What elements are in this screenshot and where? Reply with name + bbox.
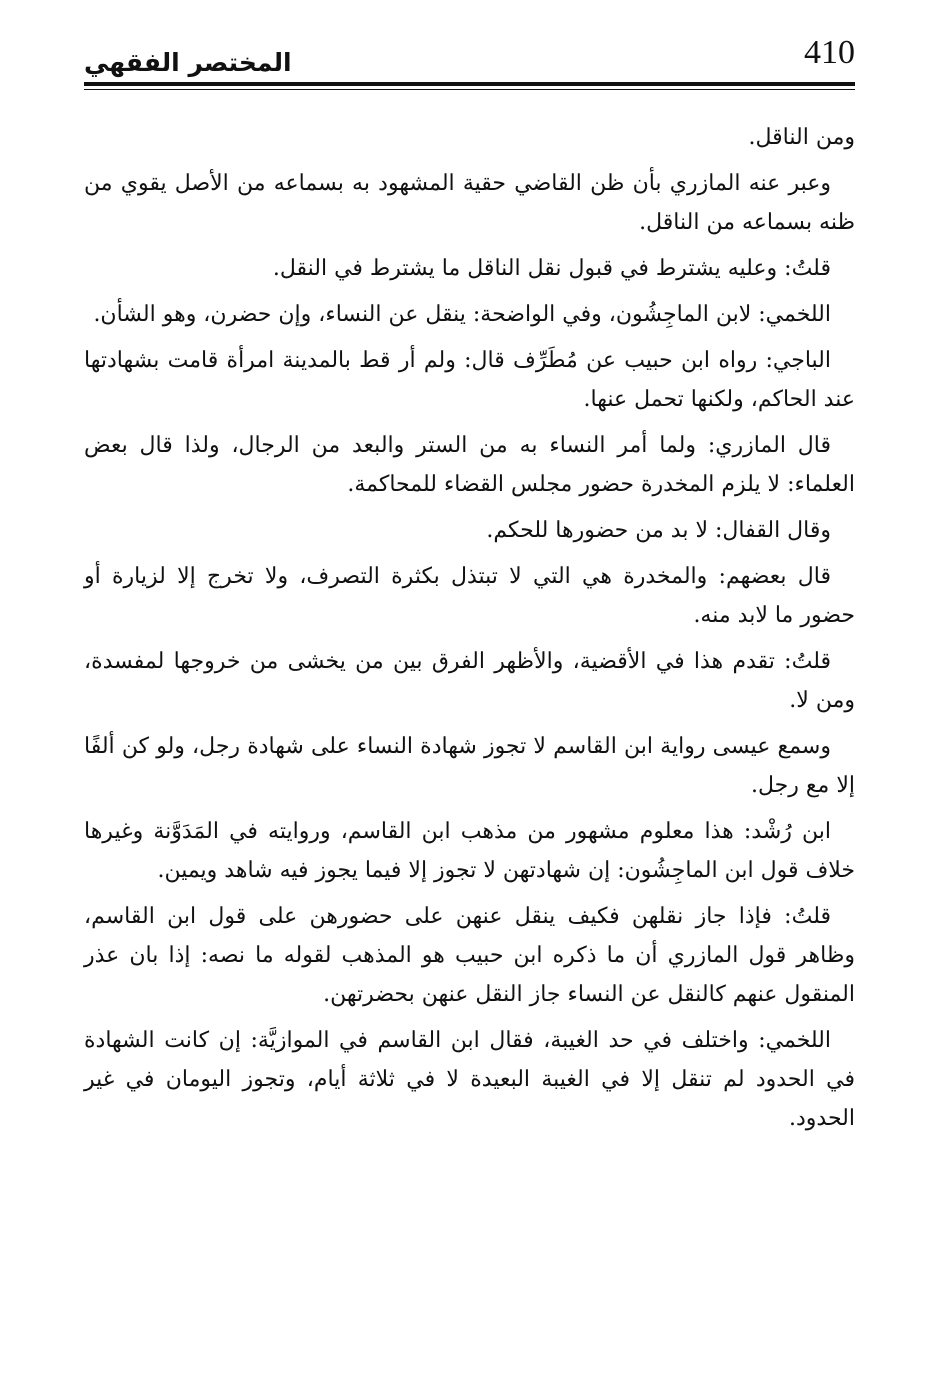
page-header xyxy=(84,28,855,92)
paragraph: قلتُ: وعليه يشترط في قبول نقل الناقل ما يشترط في النقل. xyxy=(272,256,831,281)
page-number: 410 xyxy=(804,34,855,71)
paragraph: الباجي: رواه ابن حبيب عن مُطَرِّف قال: ولم أر قط بالمدينة امرأة قامت بشهادتها عند الحاكم، ولكنها تحمل عنها. xyxy=(84,348,855,412)
paragraph: وقال القفال: لا بد من حضورها للحكم. xyxy=(486,518,831,543)
paragraph: وسمع عيسى رواية ابن القاسم لا تجوز شهادة النساء على شهادة رجل، ولو كن ألفًا إلا مع رجل. xyxy=(84,734,855,798)
paragraph: اللخمي: لابن الماجِشُون، وفي الواضحة: ينقل عن النساء، وإن حضرن، وهو الشأن. xyxy=(93,302,831,327)
paragraph: قال بعضهم: والمخدرة هي التي لا تبتذل بكثرة التصرف، ولا تخرج إلا لزيارة أو حضور ما لابد منه. xyxy=(84,564,855,628)
paragraph: اللخمي: واختلف في حد الغيبة، فقال ابن القاسم في الموازيَّة: إن كانت الشهادة في الحدود لم تنقل إلا في الغيبة البعيدة لا في ثلاثة أيام، وتجوز اليومان في غير الحدود. xyxy=(84,1028,855,1131)
paragraph: ابن رُشْد: هذا معلوم مشهور من مذهب ابن القاسم، وروايته في المَدَوَّنة وغيرها خلاف قول ابن الماجِشُون: إن شهادتهن لا تجوز إلا فيما يجوز فيه شاهد ويمين. xyxy=(84,819,855,883)
header-thin-rule xyxy=(84,89,855,90)
paragraph: قال المازري: ولما أمر النساء به من الستر والبعد من الرجال، ولذا قال بعض العلماء: لا يلزم المخدرة حضور مجلس القضاء للمحاكمة. xyxy=(84,433,855,497)
header-thick-rule xyxy=(84,82,855,86)
book-title: المختصر الفقهي xyxy=(84,48,292,77)
paragraph: قلتُ: تقدم هذا في الأقضية، والأظهر الفرق بين من يخشى من خروجها لمفسدة، ومن لا. xyxy=(84,649,855,713)
main-text xyxy=(84,118,855,1145)
paragraph: قلتُ: فإذا جاز نقلهن فكيف ينقل عنهن على حضورهن على قول ابن القاسم، وظاهر قول المازري أن ما ذكره ابن حبيب هو المذهب لقوله ما نصه: إذا بان عذر المنقول عنهم كالنقل عن النساء جاز النقل عنهن بحضرتهن. xyxy=(84,904,855,1007)
paragraph: ومن الناقل. xyxy=(748,125,855,150)
paragraph: وعبر عنه المازري بأن ظن القاضي حقية المشهود به بسماعه من الأصل يقوي من ظنه بسماعه من الناقل. xyxy=(84,171,855,235)
